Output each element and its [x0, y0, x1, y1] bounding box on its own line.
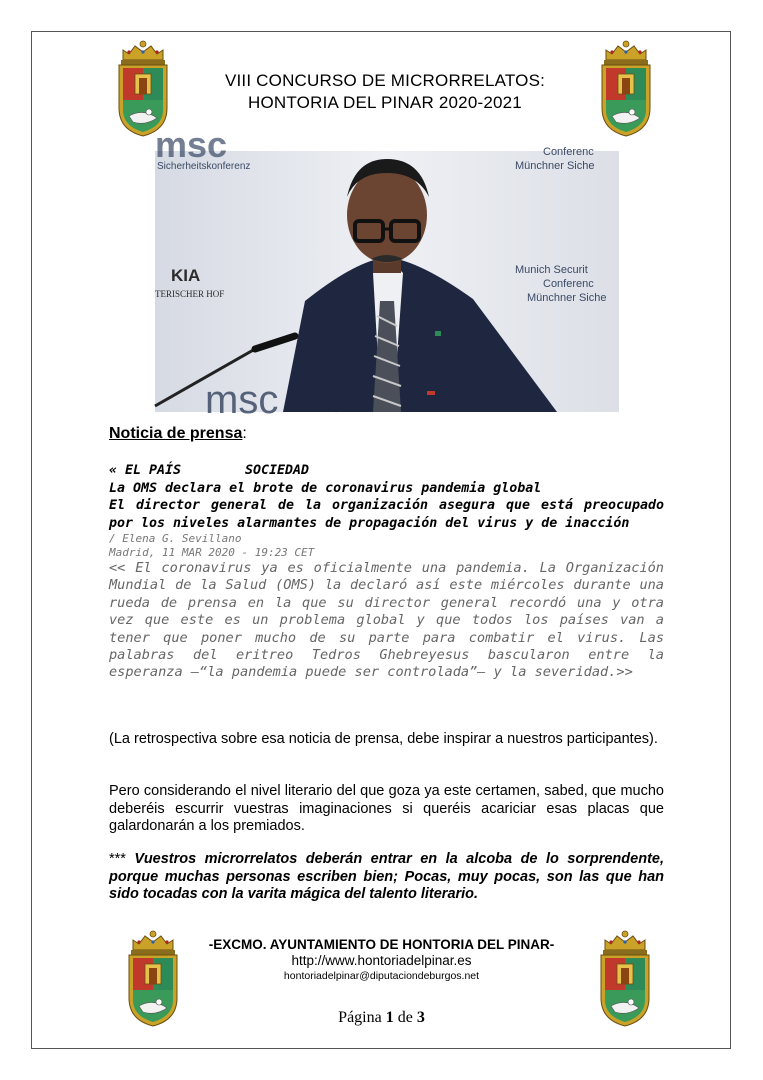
press-photo — [155, 124, 619, 422]
press-heading-colon: : — [242, 425, 247, 442]
svg-text:msc: msc — [155, 124, 228, 165]
paragraph-literary-level: Pero considerando el nivel literario del que goza ya este certamen, sabed, que mucho deberéis escurrir vuestras imaginaciones si queréis acariciar esas placas que galardonarán a los premiados. — [109, 783, 664, 834]
page-number — [0, 1009, 763, 1027]
paragraph-emphasis — [109, 851, 664, 904]
footer-organization: -EXCMO. AYUNTAMIENTO DE HONTORIA DEL PINAR- — [208, 937, 555, 952]
photo-bg-text: Conferenc — [543, 278, 594, 290]
press-heading — [109, 425, 247, 443]
document-title — [150, 70, 620, 114]
footer-email-link[interactable]: hontoriadelpinar@diputaciondeburgos.net — [283, 970, 480, 982]
emphasis-prefix: *** — [109, 851, 126, 867]
page-current: 1 — [385, 1009, 394, 1026]
photo-bg-text: Münchner Siche — [527, 292, 607, 304]
press-heading-label: Noticia de prensa — [109, 425, 243, 442]
article-headline: La OMS declara el brote de coronavirus pandemia global — [109, 480, 542, 496]
photo-bg-text: KIA — [171, 266, 201, 285]
emphasis-text: Vuestros microrrelatos deberán entrar en la alcoba de lo sorprendente, porque muchas personas escriben bien; Pocas, muy pocas, son las que han sido tocadas con la varita mágica del talento literario. — [109, 851, 664, 902]
photo-bg-text: msc — [205, 378, 279, 422]
paragraph-retrospective: (La retrospectiva sobre esa noticia de prensa, debe inspirar a nuestros participantes). — [109, 731, 658, 747]
article-body: << El coronavirus ya es oficialmente una pandemia. La Organización Mundial de la Salud (OMS) la declaró así este miércoles durante una rueda de prensa en la que su director general recordó una y otra vez que este es un problema global y que todos los países van a tener que poner mucho de su parte para combatir el virus. Las palabras del eritreo Tedros Ghebreyesus bascularon entre la esperanza —“la pandemia puede ser controlada”— y la severidad.>> — [109, 560, 664, 681]
photo-bg-text: Sicherheitskonferenz — [157, 161, 251, 172]
page-of-word: de — [397, 1009, 413, 1026]
press-article — [109, 462, 664, 682]
title-line-2: HONTORIA DEL PINAR 2020-2021 — [248, 93, 522, 112]
photo-bg-text: Conferenc — [543, 146, 594, 158]
article-subheadline: El director general de la organización asegura que está preocupado por los niveles alarmantes de propagación del virus y de inacción — [109, 498, 664, 531]
article-source-outlet: « EL PAÍS — [109, 463, 182, 478]
article-dateline: Madrid, 11 MAR 2020 - 19:23 CET — [109, 546, 315, 559]
title-line-1: VIII CONCURSO DE MICRORRELATOS: — [224, 71, 546, 90]
page-total: 3 — [416, 1009, 425, 1026]
page-word: Página — [338, 1009, 382, 1026]
footer-website-link[interactable]: http://www.hontoriadelpinar.es — [291, 953, 472, 968]
article-source-section: SOCIEDAD — [245, 463, 310, 478]
photo-bg-text: Munich Securit — [515, 264, 588, 276]
article-source — [109, 462, 664, 480]
article-author: / Elena G. Sevillano — [109, 532, 242, 545]
photo-bg-text: TERISCHER HOF — [155, 289, 225, 299]
photo-bg-text: Münchner Siche — [515, 160, 595, 172]
footer — [180, 936, 583, 983]
